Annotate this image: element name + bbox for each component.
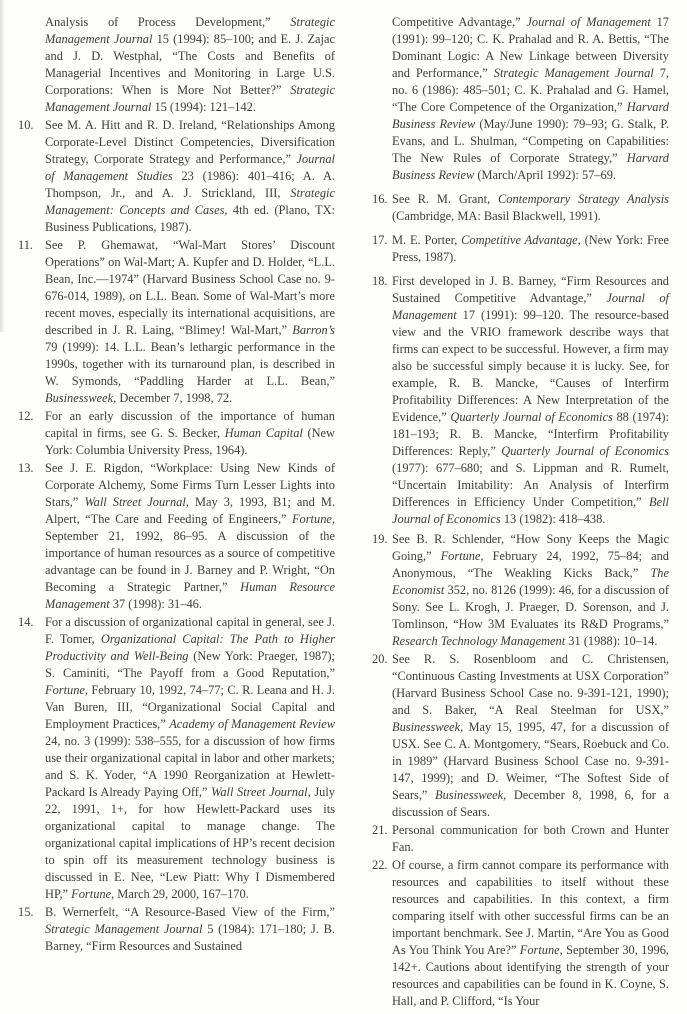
endnotes-column-right <box>372 13 669 1010</box>
citation-title-italic: Wall Street Journal, <box>211 785 311 799</box>
citation-title-italic: Wall Street Journal, <box>84 495 189 509</box>
endnote-number: 13. <box>18 461 34 475</box>
citation-title-italic: Strategic Management: Concepts and Cases, <box>45 186 335 217</box>
endnote-text <box>45 904 335 955</box>
note-text-segment: February 24, 1992, 75–84; and Anonymous, “The Weakling Kicks Back,” <box>392 549 669 580</box>
endnote-item <box>372 651 669 821</box>
endnote-item <box>372 273 669 528</box>
citation-title-italic: Fortune, <box>45 683 89 697</box>
note-text-segment: 37 (1998): 31–46. <box>109 597 202 611</box>
citation-title-italic: The Economist <box>392 566 669 597</box>
citation-title-italic: Fortune, <box>71 887 115 901</box>
note-text-segment: (1977): 677–680; and S. Lippman and R. Rumelt, “Uncertain Imitability: An Analysis of Interfirm Differences in Efficiency Under Competition,” <box>392 461 669 509</box>
endnote-number: 22. <box>372 858 388 872</box>
note-text-segment: May 3, 1993, B1; and M. Alpert, “The Care and Feeding of Engineers,” <box>45 495 335 526</box>
note-text-segment: February 10, 1992, 74–77; C. R. Leana and H. J. Van Buren, III, “Organizational Social Capital and Employment Practices,” <box>45 683 335 731</box>
citation-title-italic: Human Capital <box>224 426 303 440</box>
citation-title-italic: Journal of Management <box>392 291 670 322</box>
endnote-text <box>392 531 669 650</box>
citation-title-italic: Competitive Advantage, <box>461 233 581 247</box>
endnotes-column-left <box>18 13 335 955</box>
note-text-segment: December 7, 1998, 72. <box>116 391 233 405</box>
endnote-item <box>18 460 335 613</box>
citation-title-italic: Fortune, <box>519 943 563 957</box>
note-text-segment: B. Wernerfelt, “A Resource-Based View of the Firm,” <box>45 905 335 919</box>
endnote-item <box>18 117 335 236</box>
endnote-number: 17. <box>372 233 388 247</box>
note-text-segment: March 29, 2000, 167–170. <box>114 887 249 901</box>
endnote-number: 19. <box>372 532 388 546</box>
endnote-text <box>392 191 669 225</box>
note-text-segment: See R. S. Rosenbloom and C. Christensen, “Continuous Casting Investments at USX Corporation” (Harvard Business School Case no. 9-391-121, 1990); and S. Baker, “A Real Steelman for USX,” <box>392 652 669 717</box>
endnote-number: 18. <box>372 274 388 288</box>
endnote-text <box>45 237 335 407</box>
note-text-segment: 24, no. 3 (1999): 538–555, for a discussion of how firms use their organizational capital in labor and other markets; and S. K. Yoder, “A 1990 Reorganization at Hewlett-Packard Is Already Paying Off,” <box>45 734 335 799</box>
citation-title-italic: Strategic Management Journal <box>493 66 654 80</box>
note-text-segment: (New York: Free Press, 1987). <box>392 233 669 264</box>
citation-title-italic: Bell Journal of Economics <box>392 495 669 526</box>
endnote-item <box>18 904 335 955</box>
note-text-segment: First developed in J. B. Barney, “Firm Resources and Sustained Competitive Advantage,” <box>392 274 669 305</box>
endnote-number: 20. <box>372 652 388 666</box>
endnote-item <box>18 408 335 459</box>
endnote-text <box>392 232 669 266</box>
citation-title-italic: Strategic Management Journal <box>45 922 203 936</box>
note-text-segment: September 21, 1992, 86–95. A discussion of the importance of human resources as a source of competitive advantage can be found in J. Barney and P. Wright, “On Becoming a Strategic Partner,” <box>45 529 335 594</box>
note-text-segment: September 30, 1996, 142+. Cautions about identifying the strength of your resources and capabilities can be found in K. Coyne, S. Hall, and P. Clifford, “Is Your <box>392 943 669 1008</box>
note-text-segment: 7, no. 6 (1986): 485–501; C. K. Prahalad and G. Hamel, “The Core Competence of the Organization,” <box>392 66 669 114</box>
endnote-text <box>392 822 669 856</box>
note-text-segment: See J. E. Rigdon, “Workplace: Using New Kinds of Corporate Alchemy, Some Firms Turn Lesser Lights into Stars,” <box>45 461 335 509</box>
endnote-number: 10. <box>18 118 34 132</box>
note-text-segment: 13 (1982): 418–438. <box>500 512 606 526</box>
note-text-segment: Analysis of Process Development,” <box>45 15 291 29</box>
citation-title-italic: Research Technology Management <box>392 634 566 648</box>
citation-title-italic: Businessweek, <box>435 788 507 802</box>
note-text-segment: 88 (1974): 181–193; R. B. Mancke, “Interfirm Profitability Differences: Reply,” <box>392 410 669 458</box>
citation-title-italic: Journal of Management <box>526 15 651 29</box>
note-text-segment: Personal communication for both Crown and Hunter Fan. <box>392 823 669 854</box>
citation-title-italic: Quarterly Journal of Economics <box>501 444 669 458</box>
endnote-continuation <box>372 14 669 184</box>
scan-edge-artifact <box>0 0 5 332</box>
note-text-segment: 4th ed. (Plano, TX: Business Publications, 1987). <box>45 203 336 234</box>
note-text-segment: For an early discussion of the importance of human capital in firms, see G. S. Becker, <box>45 409 335 440</box>
endnote-item <box>18 237 335 407</box>
citation-title-italic: Contemporary Strategy Analysis <box>498 192 669 206</box>
endnote-text <box>45 460 335 613</box>
note-text-segment: (New York: Columbia University Press, 1964). <box>45 426 336 457</box>
citation-title-italic: Businessweek, <box>392 720 464 734</box>
endnote-item <box>372 232 669 266</box>
endnote-text <box>392 273 669 528</box>
endnote-text <box>45 14 335 116</box>
note-text-segment: (March/April 1992): 57–69. <box>474 168 617 182</box>
endnote-number: 21. <box>372 823 388 837</box>
citation-title-italic: Fortune, <box>440 549 484 563</box>
note-text-segment: July 22, 1991, 1+, for how Hewlett-Packard uses its organizational capital to manage change. The organizational capital implications of HP’s recent decision to spin off its measurement technology business is discussed in E. Nee, “Lew Piatt: Why I Dismembered HP,” <box>45 785 335 901</box>
note-text-segment: 31 (1988): 10–14. <box>565 634 658 648</box>
citation-title-italic: Academy of Management Review <box>169 717 335 731</box>
citation-title-italic: Strategic Management Journal <box>45 15 335 46</box>
citation-title-italic: Barron’s <box>292 323 335 337</box>
endnote-text <box>392 651 669 821</box>
endnote-text <box>45 408 335 459</box>
endnote-item <box>372 191 669 225</box>
endnote-continuation <box>18 14 335 116</box>
note-text-segment: 15 (1994): 121–142. <box>151 100 256 114</box>
note-text-segment: See P. Ghemawat, “Wal-Mart Stores’ Discount Operations” on Wal-Mart; A. Kupfer and D. Holder, “L.L. Bean, Inc.—1974” (Harvard Business School Case no. 9-676-014, 1989), on L.L. Bean. Some of Wal-Mart’s more recent moves, especially its international acquisitions, are described in J. R. Laing, “Blimey! Wal-Mart,” <box>45 238 335 337</box>
endnote-number: 15. <box>18 905 34 919</box>
note-text-segment: See M. A. Hitt and R. D. Ireland, “Relationships Among Corporate-Level Distinct Competencies, Diversification Strategy, Corporate Strategy and Performance,” <box>45 118 335 166</box>
note-text-segment: 23 (1986): 401–416; A. A. Thompson, Jr., and A. J. Strickland, III, <box>45 169 335 200</box>
endnote-text <box>392 857 669 1010</box>
endnote-item <box>372 531 669 650</box>
endnote-item <box>372 857 669 1010</box>
endnote-number: 14. <box>18 615 34 629</box>
endnote-text <box>45 117 335 236</box>
citation-title-italic: Human Resource Management <box>45 580 335 611</box>
note-text-segment: 17 (1991): 99–120; C. K. Prahalad and R. A. Bettis, “The Dominant Logic: A New Linkage between Diversity and Performance,” <box>392 15 669 80</box>
citation-title-italic: Businessweek, <box>45 391 117 405</box>
note-text-segment: 79 (1999): 14. L.L. Bean’s lethargic performance in the 1990s, together with its turnaround plan, is described in W. Symonds, “Paddling Harder at L.L. Bean,” <box>45 340 335 388</box>
citation-title-italic: Fortune, <box>291 512 335 526</box>
endnote-text <box>45 614 335 903</box>
endnote-number: 12. <box>18 409 34 423</box>
endnote-number: 16. <box>372 192 388 206</box>
citation-title-italic: Strategic Management Journal <box>45 83 335 114</box>
endnote-number: 11. <box>18 238 34 252</box>
note-text-segment: See B. R. Schlender, “How Sony Keeps the Magic Going,” <box>392 532 669 563</box>
note-text-segment: December 8, 1998, 6, for a discussion of Sears. <box>392 788 669 819</box>
note-text-segment: May 15, 1995, 47, for a discussion of USX. See C. A. Montgomery, “Sears, Roebuck and Co. in 1989” (Harvard Business School Case no. 9-391-147, 1999); and D. Weimer, “The Softest Side of Sears,” <box>392 720 669 802</box>
note-text-segment: 5 (1984): 171–180; J. B. Barney, “Firm Resources and Sustained <box>45 922 335 953</box>
citation-title-italic: Quarterly Journal of Economics <box>450 410 613 424</box>
note-text-segment: (New York: Praeger, 1987); S. Caminiti, “The Payoff from a Good Reputation,” <box>45 649 335 680</box>
note-text-segment: Of course, a firm cannot compare its performance with resources and capabilities to itself without these resources and capabilities. In this context, a firm comparing itself with other successful firms can be an important benchmark. See J. Martin, “Are You as Good As You Think You Are?” <box>392 858 669 957</box>
note-text-segment: 352, no. 8126 (1999): 46, for a discussion of Sony. See L. Krogh, J. Praeger, D. Sorenson, and J. Tomlinson, “How 3M Evaluates its R&D Programs,” <box>392 583 669 631</box>
note-text-segment: M. E. Porter, <box>392 233 462 247</box>
endnote-item <box>372 822 669 856</box>
citation-title-italic: Harvard Business Review <box>392 151 669 182</box>
citation-title-italic: Harvard Business Review <box>392 100 669 131</box>
endnote-item <box>18 614 335 903</box>
note-text-segment: 17 (1991): 99–120. The resource-based view and the VRIO framework describe ways that firms can expect to be successful. However, a firm may also be successful simply because it is lucky. See, for example, R. B. Mancke, “Causes of Interfirm Profitability Differences: A New Interpretation of the Evidence,” <box>392 308 669 424</box>
citation-title-italic: Journal of Management Studies <box>45 152 335 183</box>
endnote-text <box>392 14 669 184</box>
citation-title-italic: Organizational Capital: The Path to Higher Productivity and Well-Being <box>45 632 335 663</box>
note-text-segment: For a discussion of organizational capital in general, see J. F. Tomer, <box>45 615 335 646</box>
note-text-segment: Competitive Advantage,” <box>392 15 527 29</box>
note-text-segment: (Cambridge, MA: Basil Blackwell, 1991). <box>392 209 601 223</box>
note-text-segment: 15 (1994): 85–100; and E. J. Zajac and J. D. Westphal, “The Costs and Benefits of Managerial Incentives and Monitoring in Large U.S. Corporations: When is More Not Better?” <box>45 32 335 97</box>
note-text-segment: See R. M. Grant, <box>392 192 498 206</box>
note-text-segment: (May/June 1990): 79–93; G. Stalk, P. Evans, and L. Shulman, “Competing on Capabilities: The New Rules of Corporate Strategy,” <box>392 117 669 165</box>
